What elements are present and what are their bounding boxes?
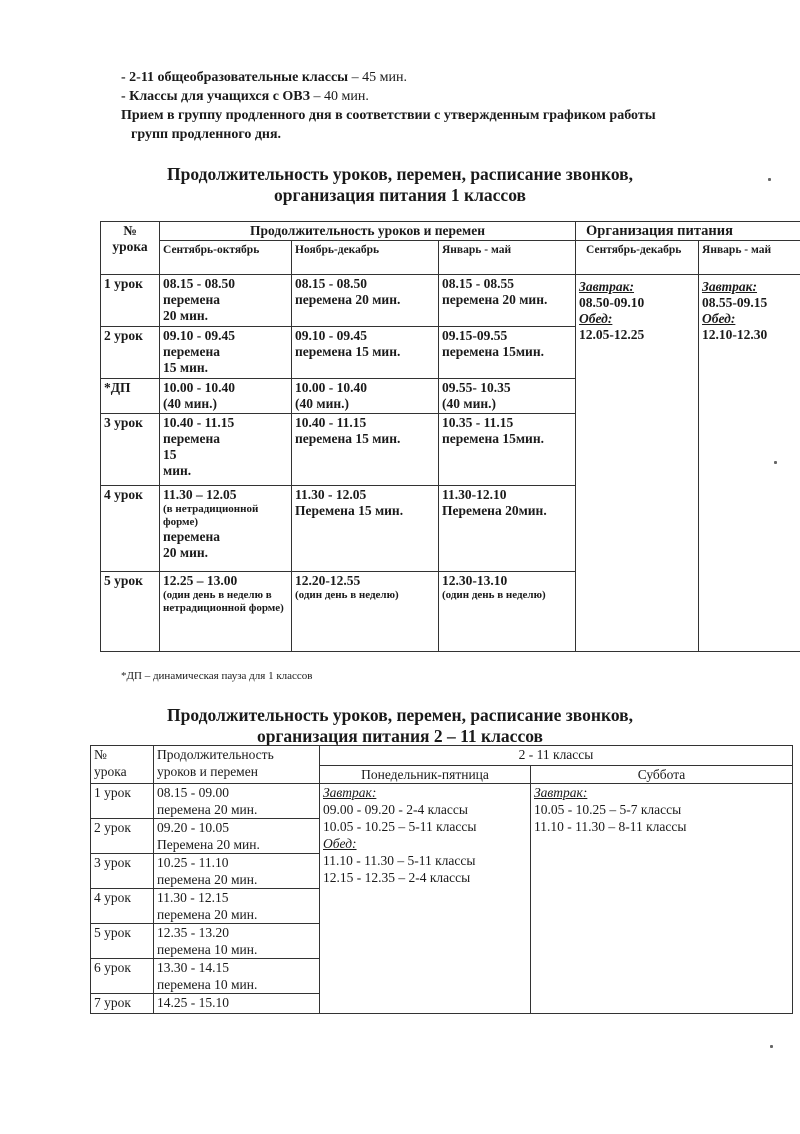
header-food-sep-dec: Сентябрь-декабрь [576, 241, 699, 275]
lesson-time: 13.30 - 14.15 перемена 10 мин. [154, 959, 320, 994]
lesson-number: 4 урок [91, 889, 154, 924]
lesson-note: (в нетрадиционной форме) [163, 503, 259, 528]
lesson-time-sep-oct: 09.10 - 09.45 перемена 15 мин. [160, 327, 292, 379]
lunch-time: 12.10-12.30 [702, 327, 768, 342]
grade1-schedule-table [100, 221, 800, 652]
lesson-number: 1 урок [101, 275, 160, 327]
intro-text [121, 68, 771, 144]
grades-2-11-schedule-table [90, 745, 793, 1014]
lesson-time: 12.30-13.10 [442, 573, 508, 588]
lesson-number: 5 урок [101, 572, 160, 652]
table-header-row [101, 222, 800, 241]
lesson-time-nov-dec: 09.10 - 09.45 перемена 15 мин. [292, 327, 439, 379]
breakfast-time: 09.00 - 09.20 - 2-4 классы [323, 802, 468, 817]
lunch-time: 12.15 - 12.35 – 2-4 классы [323, 870, 471, 885]
table-row [101, 275, 800, 327]
breakfast-time: 10.05 - 10.25 – 5-11 классы [323, 819, 477, 834]
header-nov-dec: Ноябрь-декабрь [292, 241, 439, 275]
intro-line-4: групп продленного дня. [131, 127, 282, 142]
lesson-time-sep-oct [160, 572, 292, 652]
lesson-time-nov-dec: 10.00 - 10.40 (40 мин.) [292, 379, 439, 414]
lesson-time-sep-oct: 10.40 - 11.15 перемена 15 мин. [160, 414, 292, 486]
food-jan-may [699, 275, 800, 652]
intro-line-3: Прием в группу продленного дня в соответствии с утвержденным графиком работы [121, 108, 656, 123]
breakfast-time: 08.50-09.10 [579, 295, 645, 310]
header-num: № [123, 223, 137, 238]
intro-line-2-rest: – 40 мин. [310, 89, 369, 104]
intro-line-1-bold: - 2-11 общеобразовательные классы [121, 70, 349, 85]
header-food: Организация питания [576, 222, 800, 241]
lesson-number: 7 урок [91, 994, 154, 1014]
lesson-time-sep-oct: 08.15 - 08.50 перемена 20 мин. [160, 275, 292, 327]
lunch-label: Обед: [323, 836, 357, 851]
lesson-time: 08.15 - 09.00 перемена 20 мин. [154, 784, 320, 819]
intro-line-2 [121, 87, 771, 106]
lunch-time: 12.05-12.25 [579, 327, 645, 342]
lesson-number: 6 урок [91, 959, 154, 994]
table-header-row [91, 746, 793, 766]
intro-line-1 [121, 68, 771, 87]
breakfast-label: Завтрак: [323, 785, 377, 800]
header-classes: 2 - 11 классы [320, 746, 793, 766]
lesson-number: 3 урок [91, 854, 154, 889]
breakfast-label: Завтрак: [534, 785, 588, 800]
lesson-note: (один день в неделю в нетрадиционной форме) [163, 589, 284, 614]
header-jan-may: Январь - май [439, 241, 576, 275]
lesson-time: 14.25 - 15.10 [154, 994, 320, 1014]
breakfast-time: 08.55-09.15 [702, 295, 768, 310]
breakfast-label: Завтрак: [579, 279, 635, 294]
lesson-time: 11.30 – 12.05 [163, 487, 237, 502]
section1-title-line2: организация питания 1 классов [274, 185, 526, 205]
header-lesson-number: № урока [91, 746, 154, 784]
header-saturday: Суббота [531, 766, 793, 784]
lesson-time-nov-dec [292, 572, 439, 652]
intro-line-2-bold: - Классы для учащихся с ОВЗ [121, 89, 311, 104]
lesson-time-jan-may: 11.30-12.10 Перемена 20мин. [439, 486, 576, 572]
header-lesson-number [101, 222, 160, 275]
header-lessons: Продолжительность уроков и перемен [160, 222, 576, 241]
header-duration: Продолжительность уроков и перемен [154, 746, 320, 784]
lesson-number: 4 урок [101, 486, 160, 572]
scan-speck [770, 1045, 773, 1048]
lesson-time-jan-may: 08.15 - 08.55 перемена 20 мин. [439, 275, 576, 327]
header-num2: урока [112, 239, 148, 254]
breakfast-label: Завтрак: [702, 279, 758, 294]
lesson-time-nov-dec: 11.30 - 12.05 Перемена 15 мин. [292, 486, 439, 572]
lesson-time-nov-dec: 08.15 - 08.50 перемена 20 мин. [292, 275, 439, 327]
breakfast-time: 11.10 - 11.30 – 8-11 классы [534, 819, 687, 834]
lesson-time-jan-may: 09.15-09.55 перемена 15мин. [439, 327, 576, 379]
lesson-time-jan-may [439, 572, 576, 652]
lesson-number: 1 урок [91, 784, 154, 819]
intro-line-1-rest: – 45 мин. [348, 70, 407, 85]
footnote-dp: *ДП – динамическая пауза для 1 классов [121, 670, 313, 682]
break-time: перемена 20 мин. [163, 529, 220, 560]
food-sep-dec [576, 275, 699, 652]
lesson-note: (один день в неделю) [442, 589, 546, 601]
header-sep-oct: Сентябрь-октябрь [160, 241, 292, 275]
lesson-time: 11.30 - 12.15 перемена 20 мин. [154, 889, 320, 924]
lesson-number: *ДП [101, 379, 160, 414]
lesson-time-jan-may: 09.55- 10.35 (40 мин.) [439, 379, 576, 414]
header-food-jan-may: Январь - май [699, 241, 800, 275]
section1-title-line1: Продолжительность уроков, перемен, расписание звонков, [167, 164, 633, 184]
lesson-time: 12.25 – 13.00 [163, 573, 238, 588]
breakfast-time: 10.05 - 10.25 – 5-7 классы [534, 802, 682, 817]
lesson-time: 10.25 - 11.10 перемена 20 мин. [154, 854, 320, 889]
header-weekdays: Понедельник-пятница [320, 766, 531, 784]
lesson-time-sep-oct [160, 486, 292, 572]
table-subheader-row [101, 241, 800, 275]
lesson-time: 12.35 - 13.20 перемена 10 мин. [154, 924, 320, 959]
table-row [91, 784, 793, 819]
lesson-time-nov-dec: 10.40 - 11.15 перемена 15 мин. [292, 414, 439, 486]
scan-speck [768, 178, 771, 181]
scan-speck [774, 461, 777, 464]
lunch-label: Обед: [579, 311, 613, 326]
lesson-number: 5 урок [91, 924, 154, 959]
lesson-time-sep-oct: 10.00 - 10.40 (40 мин.) [160, 379, 292, 414]
lunch-label: Обед: [702, 311, 736, 326]
section2-title-line2: организация питания 2 – 11 классов [257, 726, 543, 746]
lesson-number: 2 урок [101, 327, 160, 379]
saturday-meals [531, 784, 793, 1014]
lesson-time: 09.20 - 10.05 Перемена 20 мин. [154, 819, 320, 854]
lesson-time: 12.20-12.55 [295, 573, 361, 588]
lesson-time-jan-may: 10.35 - 11.15 перемена 15мин. [439, 414, 576, 486]
lunch-time: 11.10 - 11.30 – 5-11 классы [323, 853, 476, 868]
lesson-note: (один день в неделю) [295, 589, 399, 601]
weekdays-meals [320, 784, 531, 1014]
section2-title-line1: Продолжительность уроков, перемен, расписание звонков, [167, 705, 633, 725]
lesson-number: 2 урок [91, 819, 154, 854]
lesson-number: 3 урок [101, 414, 160, 486]
